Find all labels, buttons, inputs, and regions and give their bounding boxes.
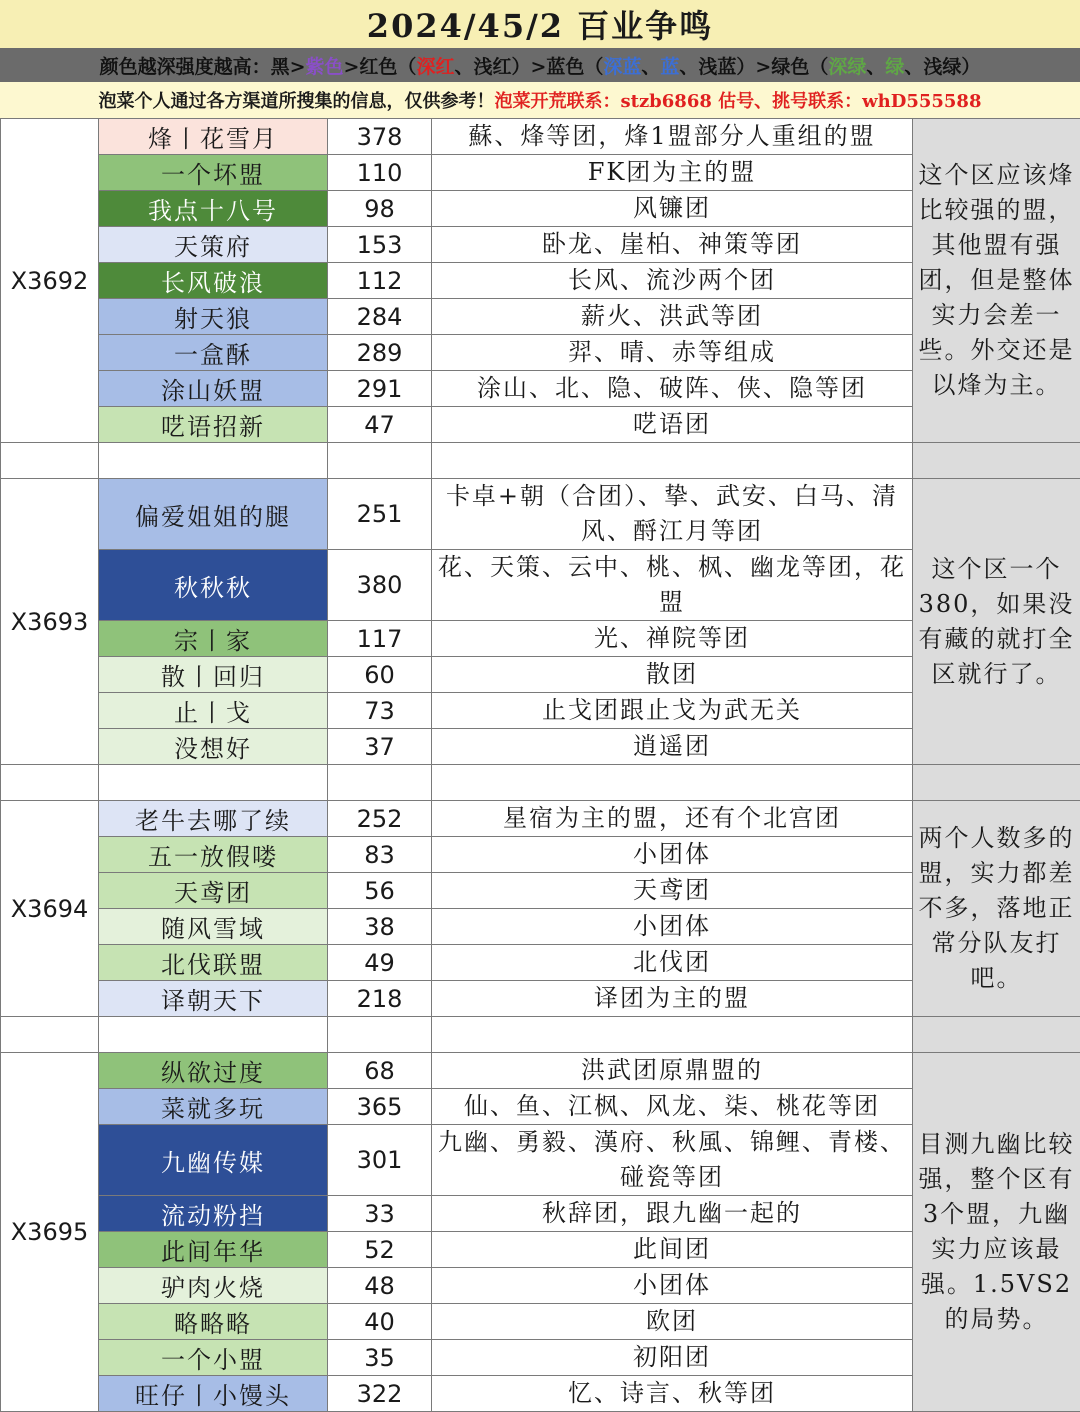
spacer-cell xyxy=(328,1017,432,1053)
member-count: 153 xyxy=(328,227,432,263)
alliance-description: 长风、流沙两个团 xyxy=(432,263,913,299)
alliance-description: 小团体 xyxy=(432,837,913,873)
member-count: 291 xyxy=(328,371,432,407)
legend-part: 深绿 xyxy=(828,52,866,79)
member-count: 38 xyxy=(328,909,432,945)
legend-part: 、浅绿） xyxy=(904,52,980,79)
legend-part: 、 xyxy=(641,52,660,79)
alliance-name: 旺仔丨小馒头 xyxy=(99,1376,328,1412)
member-count: 378 xyxy=(328,119,432,155)
server-id: X3692 xyxy=(1,119,99,443)
legend-part: 深红 xyxy=(416,52,454,79)
member-count: 98 xyxy=(328,191,432,227)
member-count: 68 xyxy=(328,1053,432,1089)
server-comment: 目测九幽比较强，整个区有3个盟，九幽实力应该最强。1.5VS2的局势。 xyxy=(913,1053,1080,1412)
spacer-cell xyxy=(1,765,99,801)
member-count: 52 xyxy=(328,1232,432,1268)
member-count: 365 xyxy=(328,1089,432,1125)
alliance-name: 一个小盟 xyxy=(99,1340,328,1376)
legend-part: 、浅蓝）>绿色（ xyxy=(679,52,828,79)
alliance-description: 仙、鱼、江枫、风龙、柒、桃花等团 xyxy=(432,1089,913,1125)
alliance-description: 此间团 xyxy=(432,1232,913,1268)
alliance-row xyxy=(1,801,1080,837)
alliance-description: 卧龙、崖柏、神策等团 xyxy=(432,227,913,263)
notice-disclaimer: 泡菜个人通过各方渠道所搜集的信息，仅供参考！ xyxy=(99,87,495,113)
alliance-description: 初阳团 xyxy=(432,1340,913,1376)
alliance-name: 老牛去哪了续 xyxy=(99,801,328,837)
page-title: 2024/45/2 百业争鸣 xyxy=(0,0,1080,49)
alliance-description: 译团为主的盟 xyxy=(432,981,913,1017)
member-count: 37 xyxy=(328,729,432,765)
spacer-row xyxy=(1,443,1080,479)
spacer-cell xyxy=(432,1017,913,1053)
alliance-name: 宗丨家 xyxy=(99,621,328,657)
member-count: 35 xyxy=(328,1340,432,1376)
alliance-name: 涂山妖盟 xyxy=(99,371,328,407)
alliance-table xyxy=(0,118,1080,1412)
member-count: 73 xyxy=(328,693,432,729)
alliance-description: 薪火、洪武等团 xyxy=(432,299,913,335)
legend-part: 、浅红）>蓝色（ xyxy=(454,52,603,79)
alliance-description: 九幽、勇毅、漢府、秋風、锦鲤、青楼、碰瓷等团 xyxy=(432,1125,913,1196)
legend-part: 绿 xyxy=(885,52,904,79)
alliance-name: 天鸢团 xyxy=(99,873,328,909)
spacer-cell xyxy=(99,765,328,801)
spacer-cell xyxy=(328,443,432,479)
member-count: 40 xyxy=(328,1304,432,1340)
legend-part: 蓝 xyxy=(660,52,679,79)
spacer-cell xyxy=(1,443,99,479)
spacer-cell xyxy=(99,1017,328,1053)
alliance-description: 涂山、北、隐、破阵、侠、隐等团 xyxy=(432,371,913,407)
spacer-row xyxy=(1,765,1080,801)
server-comment: 这个区一个380，如果没有藏的就打全区就行了。 xyxy=(913,479,1080,765)
alliance-name: 长风破浪 xyxy=(99,263,328,299)
notice-line xyxy=(0,82,1080,119)
member-count: 380 xyxy=(328,550,432,621)
member-count: 60 xyxy=(328,657,432,693)
alliance-name: 五一放假喽 xyxy=(99,837,328,873)
color-legend xyxy=(0,48,1080,83)
member-count: 252 xyxy=(328,801,432,837)
alliance-name: 一个坏盟 xyxy=(99,155,328,191)
alliance-name: 纵欲过度 xyxy=(99,1053,328,1089)
alliance-description: 洪武团原鼎盟的 xyxy=(432,1053,913,1089)
alliance-description: 星宿为主的盟，还有个北宫团 xyxy=(432,801,913,837)
server-id: X3694 xyxy=(1,801,99,1017)
alliance-description: FK团为主的盟 xyxy=(432,155,913,191)
alliance-description: 蘇、烽等团，烽1盟部分人重组的盟 xyxy=(432,119,913,155)
spacer-cell xyxy=(913,765,1080,801)
alliance-name: 散丨回归 xyxy=(99,657,328,693)
alliance-name: 随风雪域 xyxy=(99,909,328,945)
alliance-name: 呓语招新 xyxy=(99,407,328,443)
alliance-description: 花、天策、云中、桃、枫、幽龙等团，花盟 xyxy=(432,550,913,621)
alliance-description: 光、禅院等团 xyxy=(432,621,913,657)
member-count: 218 xyxy=(328,981,432,1017)
alliance-name: 偏爱姐姐的腿 xyxy=(99,479,328,550)
alliance-description: 风镰团 xyxy=(432,191,913,227)
alliance-description: 小团体 xyxy=(432,909,913,945)
alliance-description: 小团体 xyxy=(432,1268,913,1304)
alliance-description: 呓语团 xyxy=(432,407,913,443)
alliance-description: 北伐团 xyxy=(432,945,913,981)
alliance-name: 略略略 xyxy=(99,1304,328,1340)
spacer-cell xyxy=(432,443,913,479)
alliance-name: 菜就多玩 xyxy=(99,1089,328,1125)
spacer-cell xyxy=(1,1017,99,1053)
alliance-name: 天策府 xyxy=(99,227,328,263)
alliance-description: 卡卓+朝（合团）、挚、武安、白马、清风、酹江月等团 xyxy=(432,479,913,550)
spacer-cell xyxy=(99,443,328,479)
alliance-name: 此间年华 xyxy=(99,1232,328,1268)
alliance-name: 北伐联盟 xyxy=(99,945,328,981)
alliance-description: 羿、晴、赤等组成 xyxy=(432,335,913,371)
member-count: 284 xyxy=(328,299,432,335)
alliance-description: 秋辞团，跟九幽一起的 xyxy=(432,1196,913,1232)
alliance-name: 烽丨花雪月 xyxy=(99,119,328,155)
server-id: X3695 xyxy=(1,1053,99,1412)
spacer-cell xyxy=(913,1017,1080,1053)
alliance-name: 九幽传媒 xyxy=(99,1125,328,1196)
alliance-description: 止戈团跟止戈为武无关 xyxy=(432,693,913,729)
legend-part: 、 xyxy=(866,52,885,79)
notice-contact: 泡菜开荒联系：stzb6868 估号、挑号联系：whD555588 xyxy=(495,87,982,113)
alliance-name: 没想好 xyxy=(99,729,328,765)
alliance-description: 欧团 xyxy=(432,1304,913,1340)
member-count: 289 xyxy=(328,335,432,371)
alliance-name: 驴肉火烧 xyxy=(99,1268,328,1304)
alliance-row xyxy=(1,479,1080,550)
alliance-name: 秋秋秋 xyxy=(99,550,328,621)
server-comment: 两个人数多的盟，实力都差不多，落地正常分队友打吧。 xyxy=(913,801,1080,1017)
member-count: 47 xyxy=(328,407,432,443)
member-count: 48 xyxy=(328,1268,432,1304)
alliance-name: 流动粉挡 xyxy=(99,1196,328,1232)
alliance-name: 射天狼 xyxy=(99,299,328,335)
spacer-cell xyxy=(432,765,913,801)
legend-part: 深蓝 xyxy=(603,52,641,79)
member-count: 56 xyxy=(328,873,432,909)
alliance-description: 天鸢团 xyxy=(432,873,913,909)
alliance-row xyxy=(1,1053,1080,1089)
member-count: 301 xyxy=(328,1125,432,1196)
legend-part: 紫色 xyxy=(306,52,344,79)
member-count: 112 xyxy=(328,263,432,299)
alliance-row xyxy=(1,119,1080,155)
member-count: 251 xyxy=(328,479,432,550)
alliance-description: 散团 xyxy=(432,657,913,693)
alliance-name: 我点十八号 xyxy=(99,191,328,227)
member-count: 110 xyxy=(328,155,432,191)
alliance-name: 一盒酥 xyxy=(99,335,328,371)
alliance-description: 逍遥团 xyxy=(432,729,913,765)
spacer-cell xyxy=(328,765,432,801)
alliance-name: 译朝天下 xyxy=(99,981,328,1017)
member-count: 33 xyxy=(328,1196,432,1232)
server-id: X3693 xyxy=(1,479,99,765)
server-comment: 这个区应该烽比较强的盟，其他盟有强团，但是整体实力会差一些。外交还是以烽为主。 xyxy=(913,119,1080,443)
legend-part: >红色（ xyxy=(344,52,417,79)
alliance-description: 忆、诗言、秋等团 xyxy=(432,1376,913,1412)
spacer-row xyxy=(1,1017,1080,1053)
spacer-cell xyxy=(913,443,1080,479)
legend-part: 颜色越深强度越高：黑> xyxy=(100,52,306,79)
member-count: 117 xyxy=(328,621,432,657)
member-count: 322 xyxy=(328,1376,432,1412)
member-count: 49 xyxy=(328,945,432,981)
alliance-name: 止丨戈 xyxy=(99,693,328,729)
member-count: 83 xyxy=(328,837,432,873)
